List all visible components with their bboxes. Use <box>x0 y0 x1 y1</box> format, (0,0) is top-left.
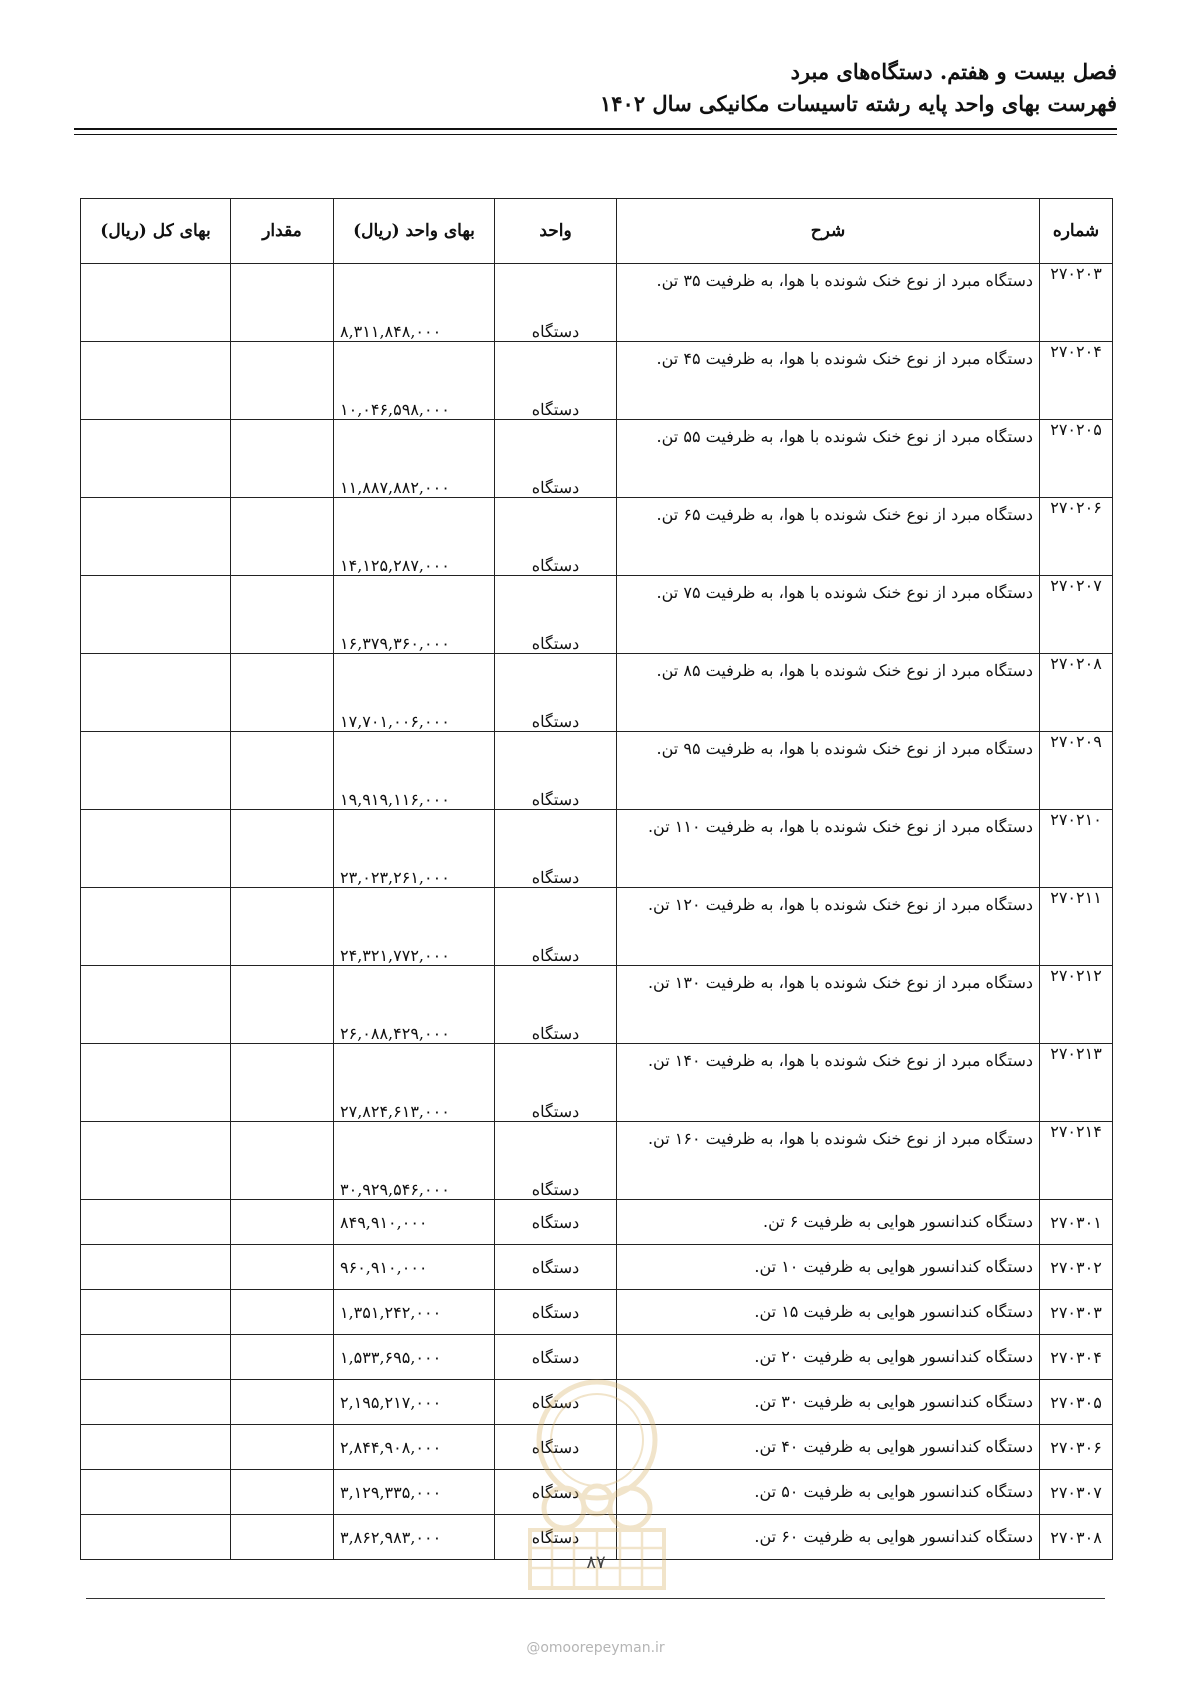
column-header-quantity: مقدار <box>231 199 334 264</box>
item-quantity <box>231 264 334 342</box>
table-row <box>81 576 1113 654</box>
item-unit: دستگاه <box>495 342 617 420</box>
item-total-price <box>81 1425 231 1470</box>
item-unit: دستگاه <box>495 576 617 654</box>
item-number: ۲۷۰۳۰۸ <box>1040 1515 1113 1560</box>
item-total-price <box>81 1290 231 1335</box>
item-total-price <box>81 654 231 732</box>
item-description: دستگاه کندانسور هوایی به ظرفیت ۴۰ تن. <box>617 1425 1040 1470</box>
item-unit-price: ۳,۱۲۹,۳۳۵,۰۰۰ <box>334 1470 495 1515</box>
item-description: دستگاه مبرد از نوع خنک شونده با هوا، به ظرفیت ۵۵ تن. <box>617 420 1040 498</box>
item-number: ۲۷۰۲۱۳ <box>1040 1044 1113 1122</box>
item-unit: دستگاه <box>495 810 617 888</box>
item-description: دستگاه مبرد از نوع خنک شونده با هوا، به ظرفیت ۶۵ تن. <box>617 498 1040 576</box>
item-number: ۲۷۰۲۰۹ <box>1040 732 1113 810</box>
item-total-price <box>81 1380 231 1425</box>
item-number: ۲۷۰۳۰۷ <box>1040 1470 1113 1515</box>
item-unit-price: ۱,۵۳۳,۶۹۵,۰۰۰ <box>334 1335 495 1380</box>
table-row <box>81 1290 1113 1335</box>
item-description: دستگاه مبرد از نوع خنک شونده با هوا، به ظرفیت ۱۳۰ تن. <box>617 966 1040 1044</box>
item-quantity <box>231 1470 334 1515</box>
column-header-description: شرح <box>617 199 1040 264</box>
item-description: دستگاه کندانسور هوایی به ظرفیت ۶ تن. <box>617 1200 1040 1245</box>
item-total-price <box>81 810 231 888</box>
item-total-price <box>81 1470 231 1515</box>
item-description: دستگاه کندانسور هوایی به ظرفیت ۲۰ تن. <box>617 1335 1040 1380</box>
item-unit-price: ۱۱,۸۸۷,۸۸۲,۰۰۰ <box>334 420 495 498</box>
item-description: دستگاه مبرد از نوع خنک شونده با هوا، به ظرفیت ۳۵ تن. <box>617 264 1040 342</box>
item-description: دستگاه مبرد از نوع خنک شونده با هوا، به ظرفیت ۱۱۰ تن. <box>617 810 1040 888</box>
item-unit: دستگاه <box>495 654 617 732</box>
column-header-unit-price: بهای واحد (ریال) <box>334 199 495 264</box>
item-total-price <box>81 888 231 966</box>
item-quantity <box>231 1122 334 1200</box>
item-unit-price: ۳۰,۹۲۹,۵۴۶,۰۰۰ <box>334 1122 495 1200</box>
item-description: دستگاه مبرد از نوع خنک شونده با هوا، به ظرفیت ۱۲۰ تن. <box>617 888 1040 966</box>
item-unit-price: ۲۶,۰۸۸,۴۲۹,۰۰۰ <box>334 966 495 1044</box>
table-row <box>81 264 1113 342</box>
item-total-price <box>81 732 231 810</box>
item-unit-price: ۲۴,۳۲۱,۷۷۲,۰۰۰ <box>334 888 495 966</box>
item-description: دستگاه مبرد از نوع خنک شونده با هوا، به ظرفیت ۱۴۰ تن. <box>617 1044 1040 1122</box>
item-unit-price: ۱۹,۹۱۹,۱۱۶,۰۰۰ <box>334 732 495 810</box>
item-description: دستگاه کندانسور هوایی به ظرفیت ۱۵ تن. <box>617 1290 1040 1335</box>
item-unit: دستگاه <box>495 1425 617 1470</box>
item-number: ۲۷۰۲۰۸ <box>1040 654 1113 732</box>
item-unit-price: ۱۰,۰۴۶,۵۹۸,۰۰۰ <box>334 342 495 420</box>
table-row <box>81 732 1113 810</box>
page-number: ۸۷ <box>586 1552 606 1573</box>
item-unit-price: ۲۷,۸۲۴,۶۱۳,۰۰۰ <box>334 1044 495 1122</box>
item-number: ۲۷۰۲۰۷ <box>1040 576 1113 654</box>
item-description: دستگاه مبرد از نوع خنک شونده با هوا، به ظرفیت ۸۵ تن. <box>617 654 1040 732</box>
item-quantity <box>231 342 334 420</box>
item-quantity <box>231 732 334 810</box>
item-unit-price: ۱,۳۵۱,۲۴۲,۰۰۰ <box>334 1290 495 1335</box>
item-quantity <box>231 888 334 966</box>
item-unit-price: ۱۶,۳۷۹,۳۶۰,۰۰۰ <box>334 576 495 654</box>
table-row <box>81 810 1113 888</box>
item-unit: دستگاه <box>495 1200 617 1245</box>
table-row <box>81 966 1113 1044</box>
item-total-price <box>81 264 231 342</box>
item-number: ۲۷۰۳۰۴ <box>1040 1335 1113 1380</box>
item-unit-price: ۸۴۹,۹۱۰,۰۰۰ <box>334 1200 495 1245</box>
column-header-total-price: بهای کل (ریال) <box>81 199 231 264</box>
item-number: ۲۷۰۳۰۱ <box>1040 1200 1113 1245</box>
item-unit-price: ۸,۳۱۱,۸۴۸,۰۰۰ <box>334 264 495 342</box>
item-unit: دستگاه <box>495 1515 617 1560</box>
item-description: دستگاه کندانسور هوایی به ظرفیت ۶۰ تن. <box>617 1515 1040 1560</box>
table-row <box>81 420 1113 498</box>
table-row <box>81 1245 1113 1290</box>
column-header-number: شماره <box>1040 199 1113 264</box>
item-quantity <box>231 966 334 1044</box>
item-number: ۲۷۰۲۱۰ <box>1040 810 1113 888</box>
footer-rule <box>86 1598 1105 1599</box>
item-unit: دستگاه <box>495 966 617 1044</box>
table-row <box>81 654 1113 732</box>
item-number: ۲۷۰۳۰۶ <box>1040 1425 1113 1470</box>
column-header-unit: واحد <box>495 199 617 264</box>
item-unit: دستگاه <box>495 1335 617 1380</box>
item-total-price <box>81 342 231 420</box>
item-total-price <box>81 1515 231 1560</box>
item-description: دستگاه مبرد از نوع خنک شونده با هوا، به ظرفیت ۱۶۰ تن. <box>617 1122 1040 1200</box>
item-unit-price: ۳,۸۶۲,۹۸۳,۰۰۰ <box>334 1515 495 1560</box>
item-quantity <box>231 1290 334 1335</box>
item-unit: دستگاه <box>495 732 617 810</box>
item-quantity <box>231 1335 334 1380</box>
item-quantity <box>231 420 334 498</box>
item-description: دستگاه مبرد از نوع خنک شونده با هوا، به ظرفیت ۷۵ تن. <box>617 576 1040 654</box>
header-rule-thin <box>74 134 1117 135</box>
item-total-price <box>81 1200 231 1245</box>
item-description: دستگاه مبرد از نوع خنک شونده با هوا، به ظرفیت ۴۵ تن. <box>617 342 1040 420</box>
item-quantity <box>231 1044 334 1122</box>
table-header-row <box>81 199 1113 264</box>
item-quantity <box>231 1200 334 1245</box>
item-unit: دستگاه <box>495 420 617 498</box>
page-header <box>600 56 1117 120</box>
item-number: ۲۷۰۳۰۳ <box>1040 1290 1113 1335</box>
item-total-price <box>81 420 231 498</box>
item-number: ۲۷۰۲۱۲ <box>1040 966 1113 1044</box>
item-unit-price: ۲,۸۴۴,۹۰۸,۰۰۰ <box>334 1425 495 1470</box>
item-quantity <box>231 1515 334 1560</box>
item-number: ۲۷۰۲۱۱ <box>1040 888 1113 966</box>
item-number: ۲۷۰۳۰۲ <box>1040 1245 1113 1290</box>
item-total-price <box>81 498 231 576</box>
item-number: ۲۷۰۳۰۵ <box>1040 1380 1113 1425</box>
item-number: ۲۷۰۲۰۶ <box>1040 498 1113 576</box>
item-number: ۲۷۰۲۰۵ <box>1040 420 1113 498</box>
header-rule-thick <box>74 128 1117 130</box>
item-quantity <box>231 498 334 576</box>
item-unit-price: ۱۴,۱۲۵,۲۸۷,۰۰۰ <box>334 498 495 576</box>
item-number: ۲۷۰۲۰۳ <box>1040 264 1113 342</box>
item-total-price <box>81 966 231 1044</box>
item-unit: دستگاه <box>495 888 617 966</box>
item-unit-price: ۲,۱۹۵,۲۱۷,۰۰۰ <box>334 1380 495 1425</box>
item-quantity <box>231 1425 334 1470</box>
item-description: دستگاه کندانسور هوایی به ظرفیت ۵۰ تن. <box>617 1470 1040 1515</box>
table-row <box>81 1044 1113 1122</box>
item-unit: دستگاه <box>495 1122 617 1200</box>
item-total-price <box>81 1122 231 1200</box>
item-unit: دستگاه <box>495 1290 617 1335</box>
item-quantity <box>231 810 334 888</box>
table-row <box>81 498 1113 576</box>
price-list-table <box>80 198 1113 1560</box>
table-row <box>81 888 1113 966</box>
item-unit: دستگاه <box>495 1044 617 1122</box>
item-total-price <box>81 1335 231 1380</box>
item-quantity <box>231 576 334 654</box>
table-row <box>81 342 1113 420</box>
item-number: ۲۷۰۲۰۴ <box>1040 342 1113 420</box>
item-quantity <box>231 1245 334 1290</box>
item-quantity <box>231 654 334 732</box>
item-total-price <box>81 1044 231 1122</box>
table-row <box>81 1200 1113 1245</box>
item-description: دستگاه کندانسور هوایی به ظرفیت ۳۰ تن. <box>617 1380 1040 1425</box>
item-unit: دستگاه <box>495 498 617 576</box>
item-unit: دستگاه <box>495 264 617 342</box>
item-description: دستگاه مبرد از نوع خنک شونده با هوا، به ظرفیت ۹۵ تن. <box>617 732 1040 810</box>
item-total-price <box>81 576 231 654</box>
item-unit: دستگاه <box>495 1470 617 1515</box>
item-unit: دستگاه <box>495 1245 617 1290</box>
item-description: دستگاه کندانسور هوایی به ظرفیت ۱۰ تن. <box>617 1245 1040 1290</box>
item-unit-price: ۲۳,۰۲۳,۲۶۱,۰۰۰ <box>334 810 495 888</box>
chapter-title: فصل بیست و هفتم. دستگاه‌های مبرد <box>790 59 1117 84</box>
item-unit: دستگاه <box>495 1380 617 1425</box>
item-number: ۲۷۰۲۱۴ <box>1040 1122 1113 1200</box>
item-total-price <box>81 1245 231 1290</box>
site-watermark: @omoorepeyman.ir <box>526 1640 665 1656</box>
item-quantity <box>231 1380 334 1425</box>
document-subtitle: فهرست بهای واحد پایه رشته تاسیسات مکانیکی سال ۱۴۰۲ <box>599 91 1117 116</box>
item-unit-price: ۱۷,۷۰۱,۰۰۶,۰۰۰ <box>334 654 495 732</box>
item-unit-price: ۹۶۰,۹۱۰,۰۰۰ <box>334 1245 495 1290</box>
table-row <box>81 1122 1113 1200</box>
